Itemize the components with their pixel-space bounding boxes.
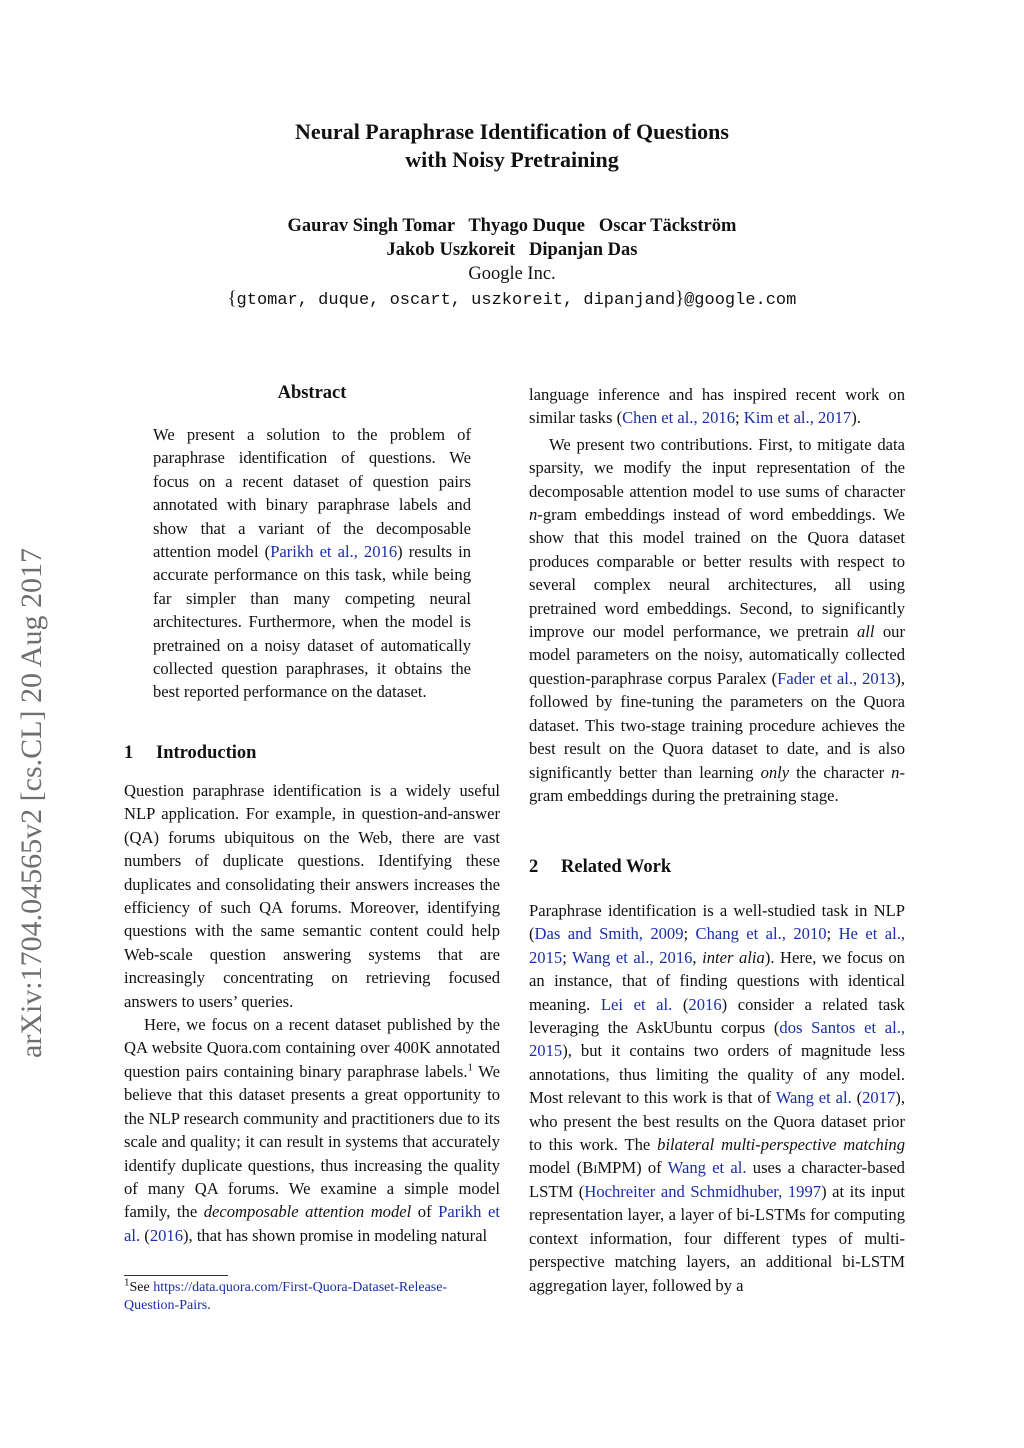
citation-link[interactable]: He et al., 2015	[529, 924, 905, 967]
text: ), who present the best results on the Quora dataset prior to this work. The	[529, 1088, 905, 1155]
emphasis: only	[760, 762, 790, 782]
citation-link[interactable]: 2017	[862, 1088, 896, 1108]
text: We believe that this dataset presents a great opportunity to the NLP research community and practitioners due to its scale and quality; it can result in systems that accurately identify duplicate questions, thus increasing the quality of many QA forums. We examine a simple model family, the	[124, 1061, 500, 1222]
paragraph	[529, 433, 905, 808]
emphasis: bilateral multi-perspective matching	[657, 1135, 905, 1155]
citation-link[interactable]: Lei et al.	[600, 994, 673, 1014]
text: ) of	[636, 1158, 668, 1178]
citation-link[interactable]: 2016	[149, 1225, 183, 1245]
text: ), but it contains two orders of magnitude less annotations, thus limiting the quality of any model. Most relevant to this work is that of	[529, 1041, 905, 1108]
paragraph	[529, 899, 905, 1297]
text: See	[129, 1280, 154, 1295]
title-line-1: Neural Paraphrase Identification of Questions	[295, 119, 729, 144]
section-title: Related Work	[561, 857, 672, 877]
footnote	[124, 1276, 500, 1315]
text: ) consider a related task leveraging the AskUbuntu corpus (	[529, 994, 905, 1038]
authors-line-2: Jakob Uszkoreit Dipanjan Das	[386, 240, 638, 260]
citation-link[interactable]: 2016	[688, 994, 722, 1014]
affiliation: Google Inc.	[468, 264, 556, 284]
text: Paraphrase identification is a well-studied task in NLP (	[529, 901, 905, 944]
citation-link[interactable]: Das and Smith, 2009	[534, 924, 684, 944]
emphasis: decomposable attention model	[203, 1202, 412, 1222]
abstract-heading: Abstract	[277, 383, 347, 403]
text: We present two contributions. First, to mitigate data sparsity, we modify the input representation of the decomposable attention model to use sums of character	[529, 434, 905, 501]
text: (	[672, 994, 689, 1014]
section-heading-introduction	[124, 741, 256, 765]
author-list	[0, 214, 1024, 262]
citation-link[interactable]: Hochreiter and Schmidhuber, 1997	[584, 1181, 822, 1201]
text: of	[411, 1202, 439, 1222]
section-number: 2	[529, 857, 539, 877]
math-n: n	[529, 505, 538, 525]
footnote-url[interactable]: https://data.quora.com/First-Quora-Dataset-Release-	[153, 1280, 448, 1295]
footnote-url[interactable]: Question-Pairs	[124, 1298, 208, 1313]
abstract-text: We present a solution to the problem of paraphrase identification of questions. We focus on a recent dataset of question pairs annotated with binary paraphrase labels and show that a variant of the decomposable attention model (	[153, 425, 471, 562]
footnote-marker[interactable]: 1	[467, 1061, 474, 1074]
citation-link[interactable]: Chang et al., 2010	[695, 924, 827, 944]
email-brace-close: }	[675, 289, 685, 309]
title-line-2: with Noisy Pretraining	[405, 147, 619, 172]
section-title: Introduction	[156, 743, 257, 763]
text: ), followed by fine-tuning the parameters on the Quora dataset. This two-stage training procedure achieves the best result on the Quora dataset to date, and is also significantly better than learning	[529, 668, 905, 782]
text: ;	[735, 408, 744, 428]
paragraph	[529, 383, 905, 430]
section-heading-related-work	[529, 855, 671, 879]
model-name: MPM	[597, 1158, 637, 1178]
intro-left-column	[124, 779, 500, 1247]
text: the character	[789, 762, 892, 782]
text: ;	[562, 947, 573, 967]
email-brace-open: {	[227, 289, 237, 309]
text: our model parameters on the noisy, automatically collected question-paraphrase corpus Paralex (	[529, 622, 905, 688]
paragraph: Question paraphrase identification is a widely useful NLP application. For example, in question-and-answer (QA) forums ubiquitous on the Web, there are vast numbers of duplicate questions. Identifying these duplicates and consolidating their answers increases the efficiency of such QA forums. Moreover, identifying questions with the same semantic content could help Web-scale question answering systems that are increasingly concentrating on retrieving focused answers to users’ queries.	[124, 781, 500, 1011]
text: ,	[692, 947, 703, 967]
text: ;	[683, 924, 696, 944]
citation-link[interactable]: Wang et al.	[667, 1158, 747, 1178]
citation-link[interactable]: Fader et al., 2013	[777, 668, 896, 688]
email-domain: @google.com	[684, 291, 797, 310]
text: .	[207, 1298, 211, 1313]
citation-link[interactable]: Chen et al., 2016	[622, 408, 736, 428]
citation-link[interactable]: Wang et al., 2016	[572, 947, 693, 967]
authors-line-1: Gaurav Singh Tomar Thyago Duque Oscar Täckström	[287, 216, 737, 236]
author-emails	[0, 287, 1024, 313]
emphasis: inter alia	[702, 947, 765, 967]
abstract-body	[153, 423, 471, 704]
text: uses a character-based LSTM (	[529, 1158, 905, 1201]
text: Here, we focus on a recent dataset published by the QA website Quora.com containing over 400K annotated question pairs containing binary paraphrase labels.	[124, 1015, 500, 1081]
section-number: 1	[124, 743, 134, 763]
citation-link[interactable]: Parikh et al., 2016	[270, 542, 398, 562]
footnote-rule	[124, 1275, 228, 1276]
text: ).	[851, 408, 861, 428]
citation-link[interactable]: Wang et al.	[775, 1088, 852, 1108]
citation-link[interactable]: Parikh et al.	[124, 1202, 500, 1245]
citation-link[interactable]: Kim et al., 2017	[743, 408, 852, 428]
model-name: i	[593, 1158, 598, 1178]
paper-title	[0, 118, 1024, 174]
emphasis: all	[856, 622, 875, 642]
text: ) at its input representation layer, a layer of bi-LSTMs for computing context information, four different types of multi-perspective matching layers, an additional bi-LSTM aggregation layer, followed by a	[529, 1181, 905, 1295]
intro-right-column	[529, 383, 905, 807]
text: (	[140, 1225, 150, 1245]
text: (	[851, 1088, 863, 1108]
paragraph	[124, 1013, 500, 1247]
text: ), that has shown promise in modeling natural	[183, 1225, 488, 1245]
text: ). Here, we focus on an instance, that of finding questions with identical meaning.	[529, 947, 905, 1014]
abstract-text: ) results in accurate performance on this task, while being far simpler than many competing neural architectures. Furthermore, when the model is pretrained on a noisy dataset of automatically collected question paraphrases, it obtains the best reported performance on the dataset.	[153, 542, 471, 702]
footnote-number: 1	[124, 1276, 130, 1289]
text: -gram embeddings during the pretraining stage.	[529, 762, 905, 805]
text: language inference and has inspired recent work on similar tasks (	[529, 385, 905, 428]
text: model (	[529, 1158, 583, 1178]
related-work-body	[529, 899, 905, 1297]
text: ;	[826, 924, 839, 944]
citation-link[interactable]: dos Santos et al., 2015	[529, 1018, 906, 1061]
text: -gram embeddings instead of word embeddings. We show that this model trained on the Quora dataset produces comparable or better results with respect to several complex neural architectures, all using pretrained word embeddings. Second, to significantly improve our model performance, we pretrain	[529, 505, 905, 642]
math-n: n	[891, 762, 900, 782]
email-users: gtomar, duque, oscart, uszkoreit, dipanjand	[236, 291, 676, 310]
model-name: B	[582, 1158, 594, 1178]
